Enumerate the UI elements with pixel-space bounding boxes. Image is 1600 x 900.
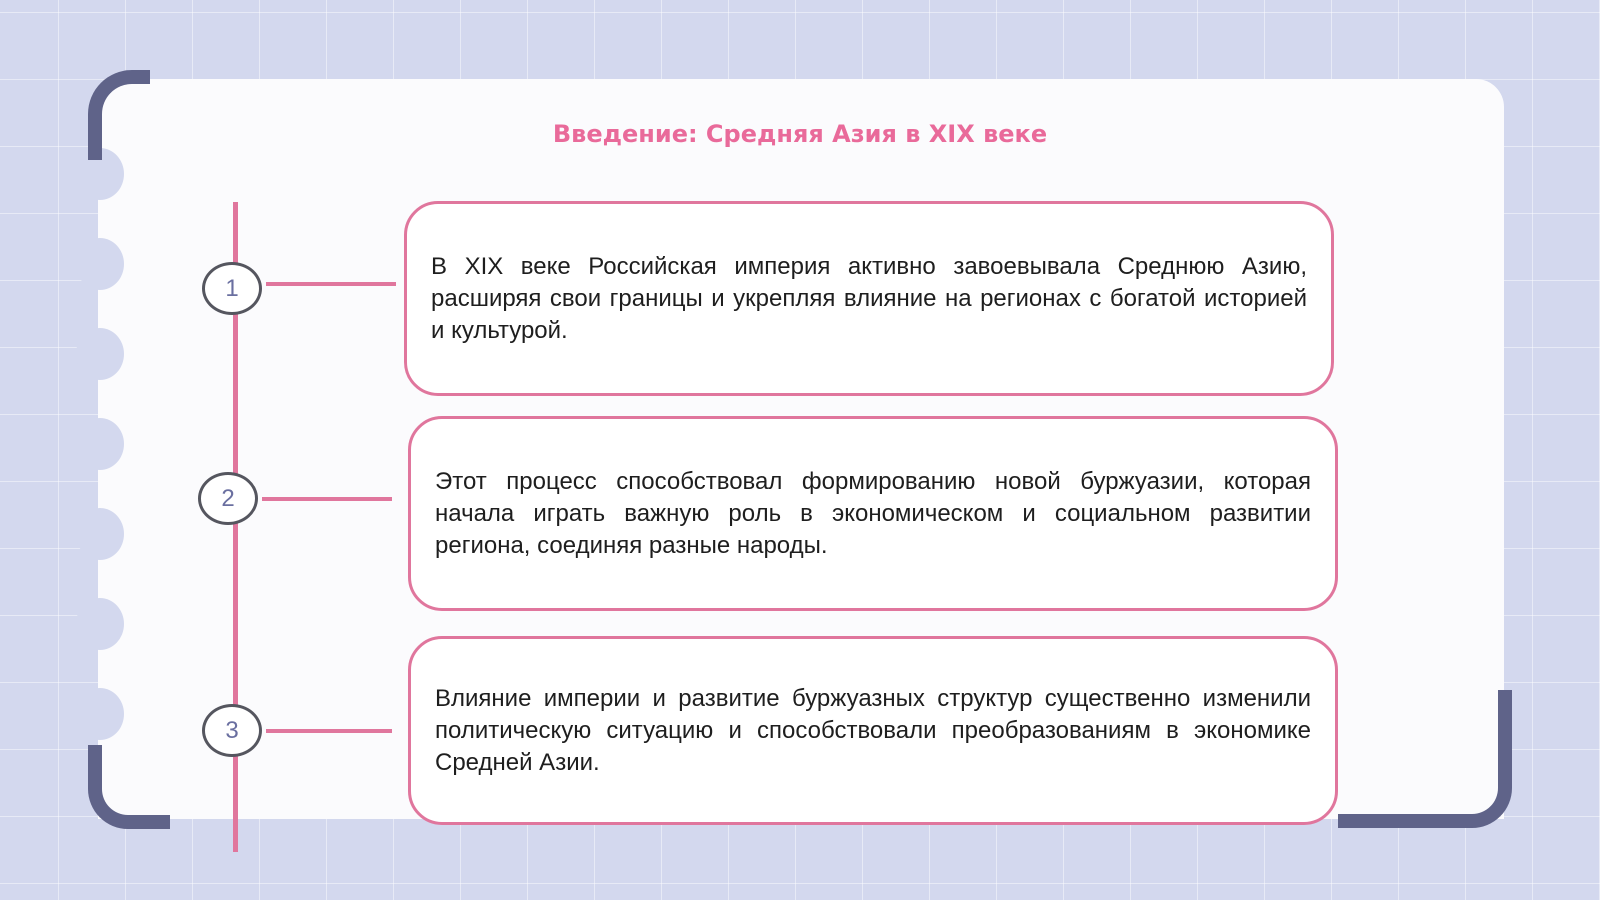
frame-corner-bottom-left <box>88 745 170 829</box>
step-number-circle: 3 <box>202 704 262 757</box>
step-card <box>408 416 1338 611</box>
frame-corner-top-left <box>88 70 150 160</box>
notebook-hole <box>76 238 124 290</box>
notebook-hole <box>76 508 124 560</box>
slide-title: Введение: Средняя Азия в XIX веке <box>552 120 1048 148</box>
step-number-circle: 1 <box>202 262 262 315</box>
step-card <box>404 201 1334 396</box>
notebook-hole <box>76 418 124 470</box>
notebook-hole <box>76 598 124 650</box>
step-card-text: В XIX веке Российская империя активно завоевывала Среднюю Азию, расширяя свои границы и укрепляя влияние на регионах с богатой историей и культурой. <box>431 252 1307 344</box>
step-card-text: Этот процесс способствовал формированию новой буржуазии, которая начала играть важную роль в экономическом и социальном развитии региона, соединяя разные народы. <box>435 467 1311 559</box>
frame-corner-bottom-right <box>1338 690 1512 828</box>
timeline-connector <box>262 497 392 501</box>
notebook-hole <box>76 328 124 380</box>
step-card <box>408 636 1338 825</box>
timeline-connector <box>266 729 392 733</box>
step-card-text: Влияние империи и развитие буржуазных структур существенно изменили политическую ситуацию и способствовали преобразованиям в экономике Средней Азии. <box>435 684 1311 776</box>
timeline-connector <box>266 282 396 286</box>
notebook-hole <box>76 688 124 740</box>
step-number-circle: 2 <box>198 472 258 525</box>
